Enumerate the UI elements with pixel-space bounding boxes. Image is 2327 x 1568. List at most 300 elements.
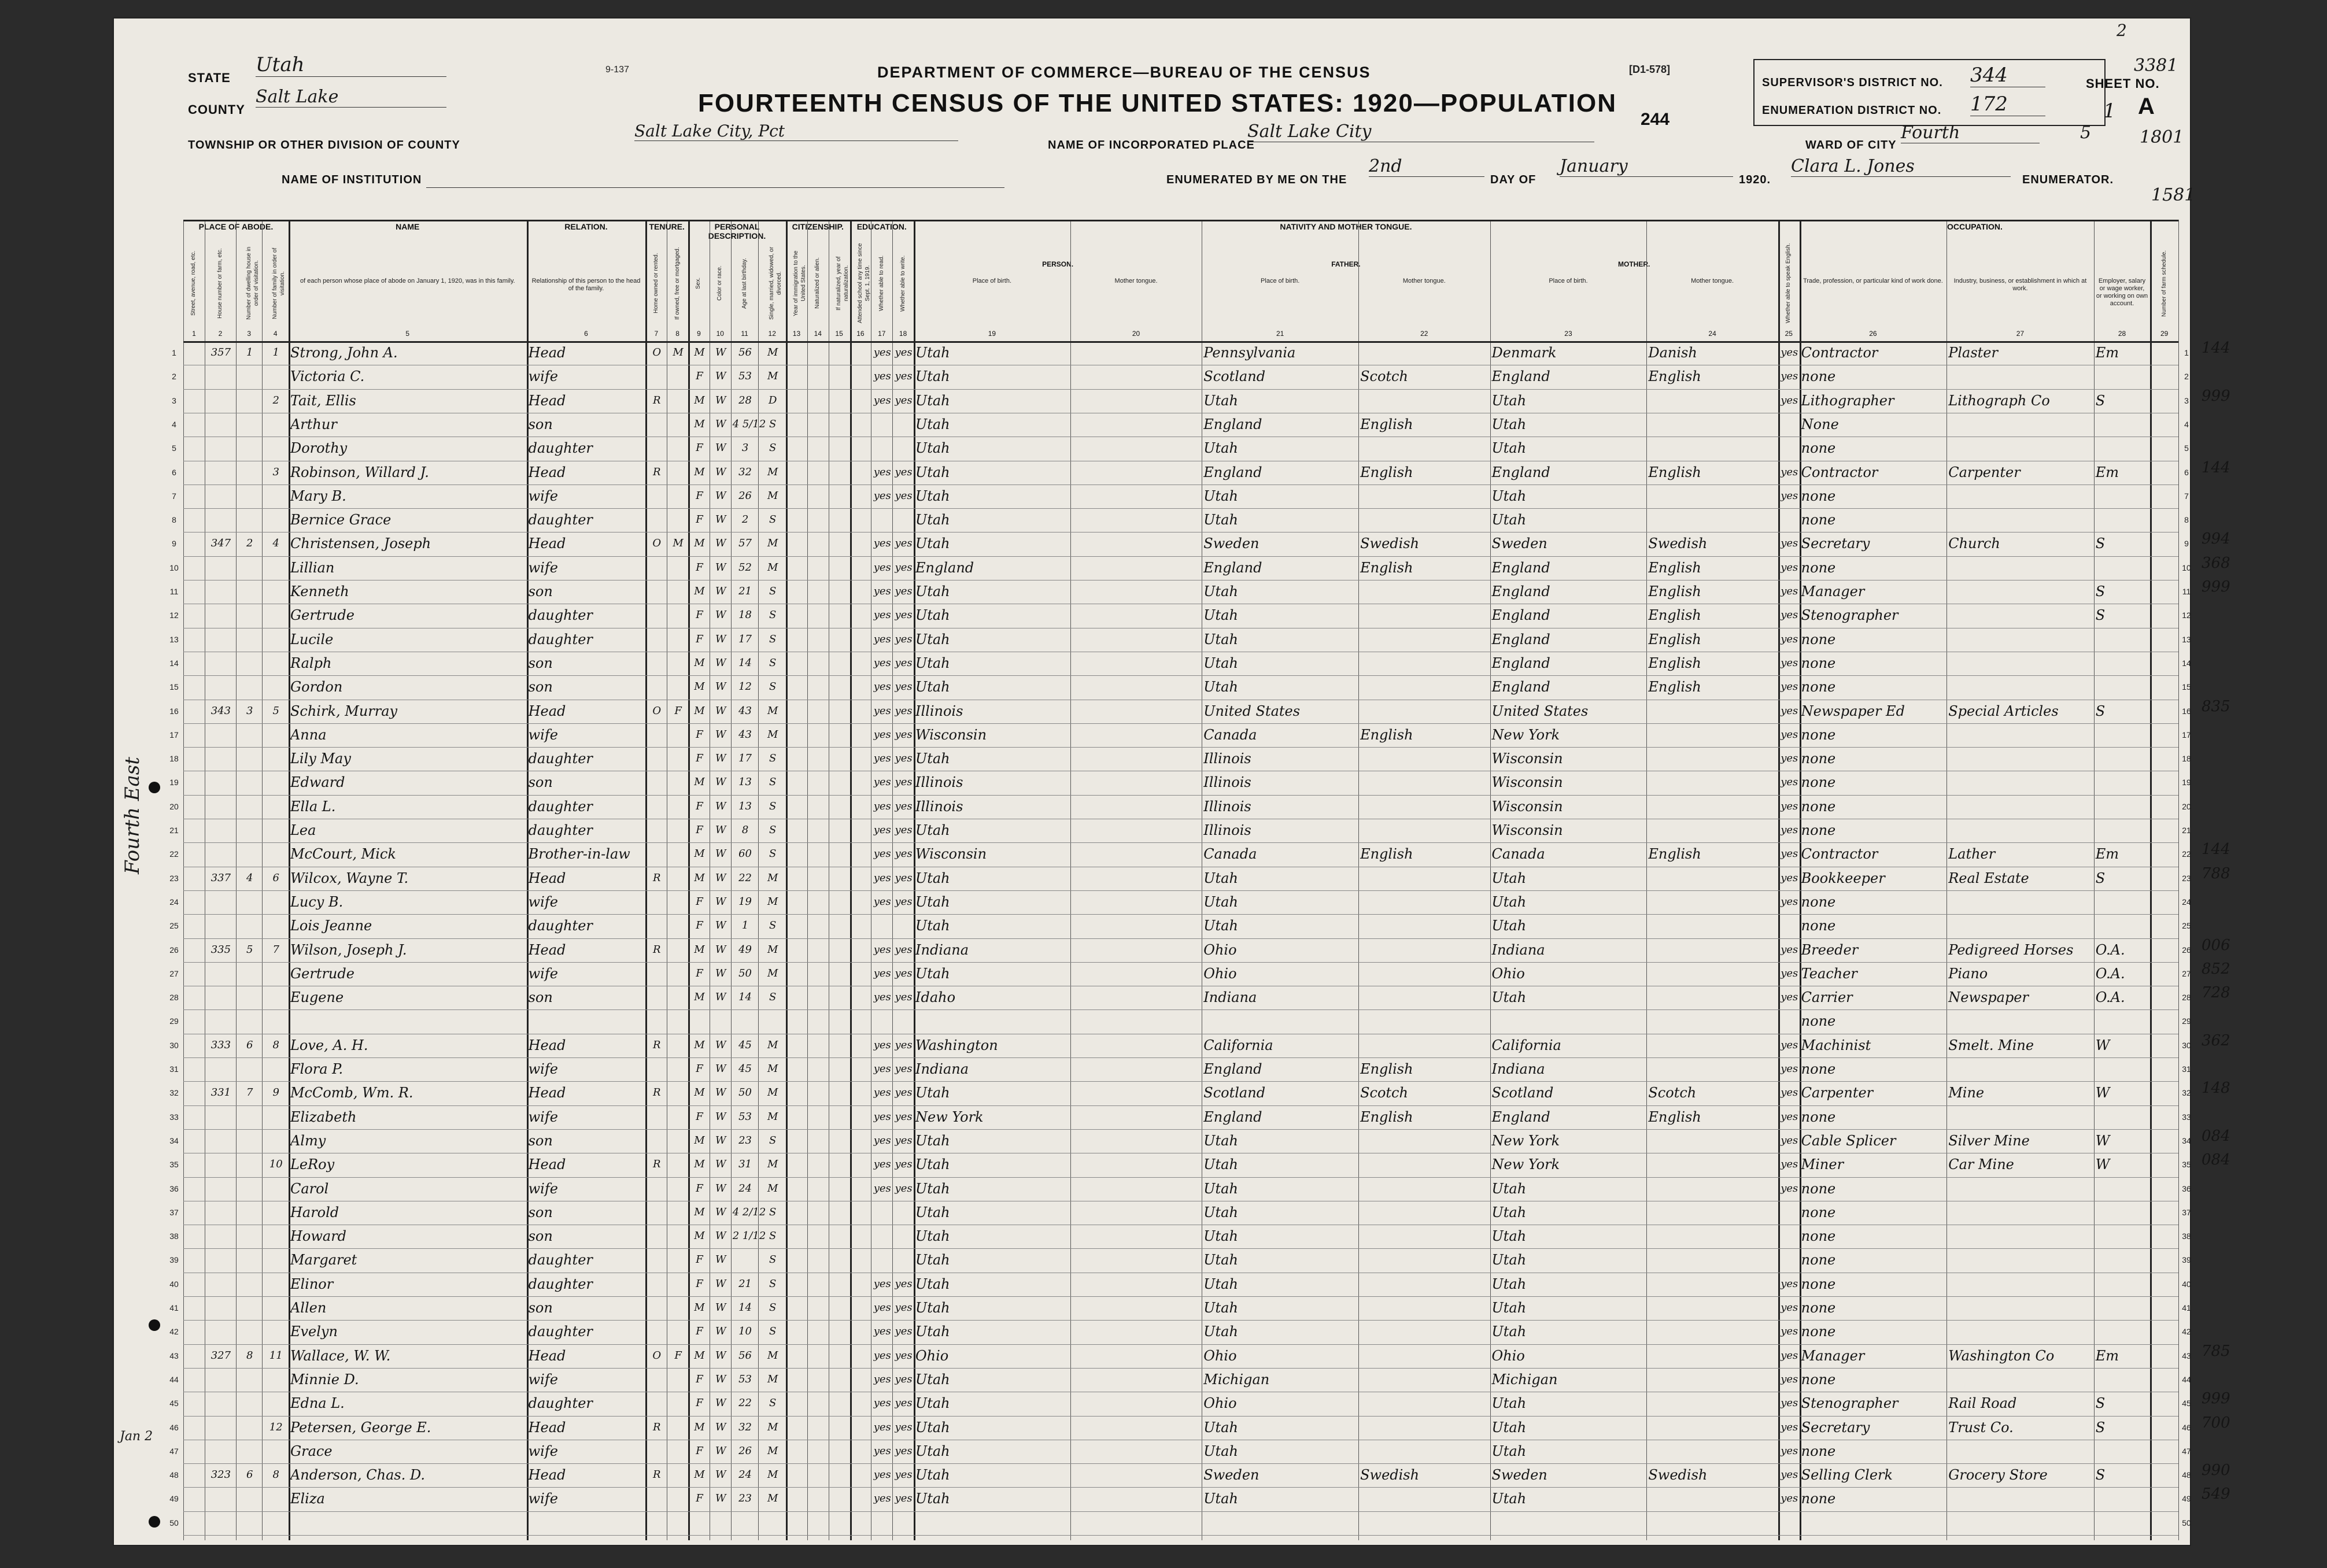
cell-f-birth: Utah (1203, 1443, 1238, 1459)
cell-marital: S (769, 609, 777, 622)
cell-m-birth: Utah (1491, 893, 1527, 910)
cell-m-tongue: English (1648, 654, 1701, 671)
column-number: 21 (1276, 330, 1284, 338)
cell-age: 14 (738, 1301, 752, 1314)
cell-house: 337 (210, 871, 231, 884)
row-divider (183, 1320, 2178, 1321)
cell-race: W (715, 1205, 726, 1218)
cell-write: yes (895, 943, 913, 956)
cell-sex: F (696, 609, 703, 622)
cell-family (264, 1059, 287, 1080)
cell-race: W (715, 1469, 726, 1481)
cell-tenure (647, 915, 666, 937)
cell-f-tongue (1360, 963, 1489, 985)
cell-marital: M (767, 346, 778, 358)
cell-trade: Carrier (1801, 989, 1853, 1006)
cell-dwelling (238, 676, 261, 698)
cell-write (894, 438, 913, 459)
line-number: 36 (2182, 1184, 2191, 1193)
cell-birth: Indiana (915, 941, 969, 958)
date-note: Jan 2 (120, 1429, 153, 1444)
cell-marital: S (769, 776, 777, 789)
cell-birth: Washington (915, 1037, 998, 1053)
cell-class: W (2095, 1132, 2110, 1149)
line-number: 18 (2182, 754, 2191, 764)
cell-trade: none (1801, 1371, 1836, 1388)
cell-tenure (647, 676, 666, 698)
cell-marital: M (767, 370, 778, 383)
cell-marital: S (769, 656, 777, 669)
group-header-relation: RELATION. (564, 222, 608, 231)
cell-relation: daughter (528, 918, 593, 934)
cell-m-tongue (1648, 1417, 1777, 1438)
cell-m-birth: Wisconsin (1491, 774, 1563, 791)
line-number: 10 (2182, 563, 2191, 572)
cell-birth: Wisconsin (915, 726, 987, 743)
cell-f-tongue: English (1360, 846, 1413, 863)
cell-class (2096, 1488, 2149, 1510)
column-number: 17 (878, 330, 886, 338)
cell-name: Edna L. (290, 1395, 345, 1412)
cell-street (185, 462, 204, 483)
corner-note-2: 3381 (2134, 56, 2178, 76)
cell-write: yes (895, 394, 913, 406)
cell-mortgage: F (674, 1349, 682, 1362)
cell-class (2096, 1321, 2149, 1343)
cell-write: yes (895, 871, 913, 884)
cell-f-birth: Utah (1203, 679, 1238, 696)
cell-sex: M (694, 848, 705, 860)
cell-trade: none (1801, 822, 1836, 838)
column-number: 11 (741, 330, 748, 338)
cell-m-tongue (1648, 1321, 1777, 1343)
cell-m-birth: Sweden (1491, 535, 1547, 552)
cell-english: yes (1781, 728, 1798, 741)
ward-label: WARD OF CITY (1805, 139, 1897, 151)
cell-read: yes (873, 489, 891, 502)
line-number: 22 (2182, 849, 2191, 859)
line-number: 11 (169, 587, 179, 596)
cell-sex: F (696, 513, 703, 526)
line-number: 43 (169, 1351, 179, 1360)
line-number: 10 (169, 563, 179, 572)
line-number: 16 (169, 706, 179, 716)
cell-mortgage (668, 1465, 688, 1486)
cell-street (185, 1417, 204, 1438)
line-number: 16 (2182, 706, 2191, 716)
cell-f-birth: United States (1203, 702, 1301, 719)
cell-birth: Indiana (915, 1061, 969, 1077)
cell-tenure (647, 509, 666, 531)
row-divider (183, 1296, 2178, 1297)
cell-mortgage (668, 820, 688, 841)
cell-m-tongue (1648, 963, 1777, 985)
supervisor-value: 344 (1970, 64, 2045, 87)
cell-age: 53 (738, 1373, 752, 1385)
line-number: 15 (169, 682, 179, 692)
cell-sex: M (694, 465, 705, 478)
cell-dwelling (238, 796, 261, 818)
cell-tenure: O (652, 346, 662, 358)
cell-english: yes (1781, 1038, 1798, 1051)
cell-industry (1948, 1011, 2093, 1032)
cell-tenure (647, 820, 666, 841)
cell-age: 60 (738, 848, 752, 860)
cell-marital: M (767, 1349, 778, 1362)
cell-sex: F (696, 1110, 703, 1123)
cell-write: yes (895, 1158, 913, 1171)
cell-birth: Utah (915, 893, 950, 910)
cell-relation: daughter (528, 1323, 593, 1340)
cell-read: yes (873, 1373, 891, 1385)
cell-english: yes (1781, 991, 1798, 1004)
column-divider (731, 220, 732, 1540)
enumerated-day: 2nd (1369, 156, 1484, 177)
cell-class (2096, 438, 2149, 459)
cell-race: W (715, 1397, 726, 1410)
cell-dwelling (238, 772, 261, 793)
cell-name: Harold (290, 1204, 339, 1221)
cell-house: 323 (210, 1469, 231, 1481)
cell-english: yes (1781, 1182, 1798, 1195)
cell-class: S (2095, 1395, 2106, 1412)
corner-note-3: 1801 (2140, 127, 2184, 147)
cell-f-tongue: Swedish (1360, 1467, 1420, 1484)
cell-street (185, 701, 204, 722)
cell-sex: F (696, 824, 703, 836)
cell-m-birth: England (1491, 559, 1550, 576)
row-divider (183, 1105, 2178, 1106)
cell-m-tongue (1648, 1130, 1777, 1152)
cell-english: yes (1781, 871, 1798, 884)
cell-race: W (715, 561, 726, 574)
cell-m-tongue (1648, 1345, 1777, 1367)
cell-read: yes (873, 1469, 891, 1481)
enumerator-name: Clara L. Jones (1791, 156, 2011, 177)
margin-code: 148 (2202, 1079, 2230, 1097)
cell-birth: Utah (915, 1085, 950, 1101)
cell-race: W (715, 919, 726, 932)
cell-family (264, 1202, 287, 1223)
institution-label: NAME OF INSTITUTION (282, 173, 422, 186)
ward-number: 5 (2080, 123, 2092, 143)
cell-name: Margaret (290, 1252, 357, 1269)
cell-relation: daughter (528, 440, 593, 457)
cell-trade: Carpenter (1801, 1085, 1874, 1101)
cell-house (206, 653, 235, 674)
cell-m-birth: Utah (1491, 1491, 1527, 1507)
cell-f-tongue (1360, 1417, 1489, 1438)
cell-dwelling (238, 557, 261, 579)
cell-english: yes (1781, 848, 1798, 860)
cell-sex: M (694, 991, 705, 1004)
cell-f-tongue (1360, 653, 1489, 674)
cell-class (2096, 1226, 2149, 1247)
cell-street (185, 1369, 204, 1391)
year-value: 1920. (1739, 173, 1771, 186)
cell-f-tongue (1360, 892, 1489, 913)
cell-read: yes (873, 394, 891, 406)
cell-tenure (647, 1512, 666, 1534)
cell-house (206, 724, 235, 746)
cell-write: yes (895, 1063, 913, 1075)
cell-class (2096, 772, 2149, 793)
row-divider (183, 1081, 2178, 1082)
margin-code: 728 (2202, 984, 2230, 1002)
cell-read: yes (873, 752, 891, 765)
cell-read: yes (873, 346, 891, 358)
cell-marital: M (767, 1063, 778, 1075)
cell-street (185, 414, 204, 435)
row-divider (183, 1487, 2178, 1488)
line-number: 45 (169, 1399, 179, 1408)
column-header: Whether able to read. (878, 255, 885, 312)
cell-mortgage (668, 1249, 688, 1271)
cell-f-birth: Utah (1203, 1419, 1238, 1436)
cell-industry: Silver Mine (1948, 1132, 2030, 1149)
cell-industry (1948, 1297, 2093, 1319)
cell-sex: F (696, 633, 703, 645)
cell-age: 4 5/12 (732, 417, 766, 430)
cell-age: 26 (738, 1444, 752, 1457)
cell-dwelling (238, 1107, 261, 1128)
cell-class (2096, 1369, 2149, 1391)
cell-read: yes (873, 465, 891, 478)
cell-race: W (715, 1182, 726, 1195)
cell-class (2096, 653, 2149, 674)
cell-birth: Illinois (915, 798, 963, 815)
cell-m-birth: England (1491, 1108, 1550, 1125)
column-divider (892, 220, 893, 1540)
cell-name: Carol (290, 1180, 329, 1197)
cell-family (264, 1226, 287, 1247)
cell-relation (529, 1011, 645, 1032)
cell-family: 1 (272, 346, 279, 358)
cell-english: yes (1781, 943, 1798, 956)
cell-family (264, 629, 287, 650)
cell-read (873, 1011, 892, 1032)
column-number: 20 (1132, 330, 1140, 338)
column-header: If owned, free or mortgaged. (674, 247, 681, 320)
column-divider (183, 220, 184, 1540)
cell-age: 24 (738, 1469, 752, 1481)
cell-m-birth: Utah (1491, 1300, 1527, 1316)
group-header-citizenship: CITIZENSHIP. (792, 222, 844, 231)
cell-m-tongue (1648, 438, 1777, 459)
cell-f-tongue (1360, 772, 1489, 793)
cell-tenure (647, 1226, 666, 1247)
cell-race: W (715, 537, 726, 550)
line-number: 40 (2182, 1279, 2191, 1289)
cell-f-birth: Ohio (1203, 1347, 1237, 1364)
cell-race: W (715, 609, 726, 622)
cell-trade: none (1801, 631, 1836, 648)
cell-street (185, 844, 204, 865)
cell-marital: M (767, 871, 778, 884)
cell-age: 13 (738, 776, 752, 789)
cell-tenure (647, 1178, 666, 1200)
cell-mortgage (668, 1393, 688, 1414)
cell-m-birth: England (1491, 583, 1550, 600)
margin-code: 084 (2202, 1127, 2230, 1145)
cell-name: Ralph (290, 654, 332, 671)
cell-trade: none (1801, 1252, 1836, 1269)
cell-read (873, 438, 892, 459)
cell-birth: Utah (915, 535, 950, 552)
cell-birth: Utah (915, 1252, 950, 1269)
column-header: Number of farm schedule. (2160, 250, 2167, 317)
cell-family: 8 (272, 1038, 279, 1051)
cell-read: yes (873, 656, 891, 669)
cell-english (1780, 1512, 1799, 1534)
cell-race: W (715, 824, 726, 836)
cell-street (185, 557, 204, 579)
cell-class (2096, 486, 2149, 507)
cell-trade: Contractor (1801, 464, 1878, 480)
cell-read: yes (873, 1492, 891, 1505)
cell-m-tongue (1648, 390, 1777, 412)
line-number: 27 (169, 968, 179, 978)
cell-birth: Utah (915, 1156, 950, 1173)
cell-f-tongue: English (1360, 559, 1413, 576)
cell-industry: Grocery Store (1948, 1467, 2048, 1484)
cell-mortgage (668, 724, 688, 746)
margin-code: 144 (2202, 458, 2230, 476)
column-number: 6 (584, 330, 588, 338)
cell-street (185, 1130, 204, 1152)
cell-f-birth: Utah (1203, 893, 1238, 910)
cell-english: yes (1781, 609, 1798, 622)
cell-class (2096, 629, 2149, 650)
cell-m-birth: Utah (1491, 1443, 1527, 1459)
cell-tenure: R (653, 1038, 661, 1051)
cell-english (1780, 414, 1799, 435)
line-number: 46 (169, 1422, 179, 1432)
cell-read: yes (873, 561, 891, 574)
cell-relation: wife (528, 1443, 558, 1459)
cell-read: yes (873, 895, 891, 908)
line-number: 41 (2182, 1303, 2191, 1312)
cell-english: yes (1781, 1158, 1798, 1171)
cell-f-tongue (1360, 1035, 1489, 1056)
cell-f-tongue (1360, 1488, 1489, 1510)
cell-house (206, 366, 235, 387)
incorporated-label: NAME OF INCORPORATED PLACE (1048, 139, 1255, 151)
column-divider (2178, 220, 2179, 1540)
margin-code: 362 (2202, 1031, 2230, 1049)
sheet-label: SHEET NO. (2086, 76, 2160, 91)
cell-dwelling (238, 1202, 261, 1223)
cell-sex: M (694, 1230, 705, 1242)
cell-relation: Brother-in-law (528, 846, 630, 863)
cell-marital: M (767, 1086, 778, 1099)
margin-code: 549 (2202, 1485, 2230, 1503)
cell-f-birth: England (1203, 1108, 1262, 1125)
cell-english: yes (1781, 585, 1798, 597)
cell-relation: son (528, 1228, 553, 1245)
cell-race: W (715, 1134, 726, 1147)
row-divider (183, 1511, 2178, 1512)
cell-tenure (647, 963, 666, 985)
cell-sex: F (696, 1182, 703, 1195)
cell-family: 7 (272, 943, 279, 956)
column-header: Mother tongue. (1402, 278, 1446, 284)
ward-value: Fourth (1901, 123, 2040, 143)
column-number: 2 (218, 330, 223, 338)
cell-birth: Utah (915, 1132, 950, 1149)
row-divider (183, 556, 2178, 557)
cell-house (206, 509, 235, 531)
cell-trade: Stenographer (1801, 607, 1898, 624)
cell-birth: Utah (915, 1204, 950, 1221)
cell-street (185, 1202, 204, 1223)
cell-birth: Utah (915, 654, 950, 671)
cell-marital: M (767, 1469, 778, 1481)
cell-m-birth: Utah (1491, 487, 1527, 504)
cell-class (2096, 676, 2149, 698)
cell-f-tongue (1360, 438, 1489, 459)
cell-dwelling: 4 (246, 871, 253, 884)
cell-mortgage (668, 557, 688, 579)
cell-family (264, 1393, 287, 1414)
line-number: 26 (2182, 945, 2191, 955)
cell-f-birth: Utah (1203, 1491, 1238, 1507)
cell-sex: M (694, 1469, 705, 1481)
cell-f-tongue (1360, 748, 1489, 770)
cell-street (185, 987, 204, 1008)
cell-mortgage (668, 1035, 688, 1056)
cell-write: yes (895, 895, 913, 908)
row-divider (183, 220, 2178, 221)
line-number: 44 (169, 1374, 179, 1384)
cell-relation: son (528, 654, 553, 671)
cell-marital: M (767, 728, 778, 741)
cell-house (206, 414, 235, 435)
cell-house: 331 (210, 1086, 231, 1099)
cell-class (2096, 915, 2149, 937)
cell-tenure (647, 1274, 666, 1295)
cell-house: 327 (210, 1349, 231, 1362)
cell-class (2096, 1297, 2149, 1319)
cell-dwelling (238, 509, 261, 531)
cell-english: yes (1781, 895, 1798, 908)
cell-name (290, 1011, 526, 1032)
cell-f-birth: Illinois (1203, 750, 1251, 767)
cell-house: 347 (210, 537, 231, 550)
cell-age: 32 (738, 1421, 752, 1433)
corner-note-4: 1581 (2151, 185, 2196, 205)
cell-class (2096, 748, 2149, 770)
cell-birth: Utah (915, 822, 950, 838)
cell-dwelling (238, 390, 261, 412)
cell-relation: Head (528, 1037, 566, 1053)
cell-age: 2 1/12 (732, 1230, 766, 1242)
cell-write (894, 1202, 913, 1223)
cell-english: yes (1781, 1492, 1798, 1505)
column-number: 22 (1420, 330, 1428, 338)
cell-house: 357 (210, 346, 231, 358)
cell-read: yes (873, 1277, 891, 1290)
cell-name: Lucy B. (290, 893, 343, 910)
cell-mortgage (668, 676, 688, 698)
cell-marital: D (768, 394, 777, 406)
column-header: Color or race. (716, 265, 723, 301)
group-header-education: EDUCATION. (856, 222, 907, 231)
cell-race: W (715, 1063, 726, 1075)
cell-write: yes (895, 991, 913, 1004)
column-divider (1490, 220, 1491, 1540)
cell-mortgage (668, 462, 688, 483)
